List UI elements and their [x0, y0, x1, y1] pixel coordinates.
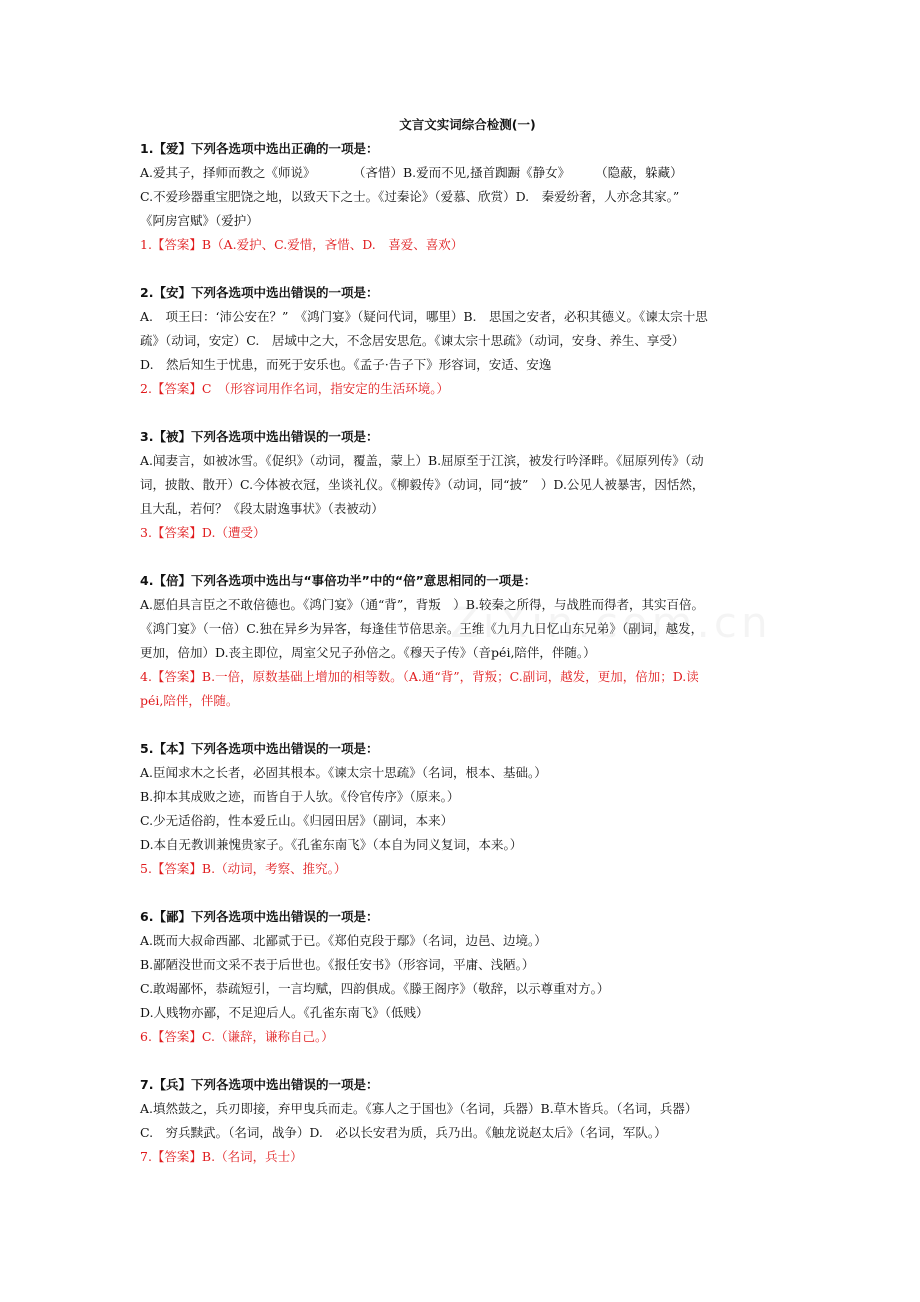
- option-line: C.少无适俗韵，性本爱丘山。《归园田居》（副词，本来）: [140, 813, 454, 828]
- question-heading: 2.【安】下列各选项中选出错误的一项是：: [140, 285, 379, 300]
- answer-line: 2.【答案】C （形容词用作名词，指安定的生活环境。）: [140, 381, 449, 396]
- question-1: [140, 137, 785, 257]
- option-line: A.闻妻言，如被冰雪。《促织》（动词，覆盖，蒙上）B.屈原至于江滨，被发行吟泽畔。《屈原列传》（动: [140, 453, 704, 468]
- option-line: B.鄙陋没世而文采不表于后世也。《报任安书》（形容词，平庸、浅陋。）: [140, 957, 535, 972]
- option-line: B.抑本其成败之迹，而皆自于人欤。《伶官传序》（原来。）: [140, 789, 460, 804]
- document-page: [140, 113, 785, 1193]
- option-line: A.臣闻求木之长者，必固其根本。《谏太宗十思疏》（名词，根本、基础。）: [140, 765, 547, 780]
- option-line: A.填然鼓之，兵刃即接，弃甲曳兵而走。《寡人之于国也》（名词，兵器）B.草木皆兵。（名词，兵器）: [140, 1101, 698, 1116]
- question-5: [140, 737, 785, 881]
- question-heading: 5.【本】下列各选项中选出错误的一项是：: [140, 741, 379, 756]
- option-line: 疏》（动词，安定）C. 居域中之大，不念居安思危。《谏太宗十思疏》（动词，安身、养生、享受）: [140, 333, 685, 348]
- option-line: 词，披散、散开）C.今体被衣冠，坐谈礼仪。《柳毅传》（动词，同“披” ）D.公见人被暴害，因恬然，: [140, 477, 705, 492]
- question-heading: 3.【被】下列各选项中选出错误的一项是：: [140, 429, 379, 444]
- answer-line: 4.【答案】B.一倍，原数基础上增加的相等数。（A.通“背”，背叛；C.副词，越发，更加，倍加；D.读: [140, 669, 699, 684]
- option-line: 《鸿门宴》（一倍）C.独在异乡为异客，每逢佳节倍思亲。王维《九月九日忆山东兄弟》（副词，越发，: [140, 621, 704, 636]
- answer-line: 7.【答案】B.（名词，兵士）: [140, 1149, 303, 1164]
- answer-line: 6.【答案】C.（谦辞，谦称自己。）: [140, 1029, 334, 1044]
- question-2: [140, 281, 785, 401]
- answer-line: 5.【答案】B.（动词，考察、推究。）: [140, 861, 347, 876]
- question-6: [140, 905, 785, 1049]
- option-line: 更加，倍加）D.丧主即位，周室父兄子孙倍之。《穆天子传》（音péi,陪伴，伴随。）: [140, 645, 596, 660]
- option-line: D.本自无教训兼愧贵家子。《孔雀东南飞》（本自为同义复词，本来。）: [140, 837, 523, 852]
- option-line: C.敢竭鄙怀，恭疏短引，一言均赋，四韵俱成。《滕王阁序》（敬辞，以示尊重对方。）: [140, 981, 610, 996]
- question-heading: 7.【兵】下列各选项中选出错误的一项是：: [140, 1077, 379, 1092]
- document-title: 文言文实词综合检测(一): [399, 117, 536, 132]
- question-heading: 1.【爱】下列各选项中选出正确的一项是：: [140, 141, 379, 156]
- question-7: [140, 1073, 785, 1169]
- option-line: A.爱其子，择师而教之《师说》 （吝惜）B.爱而不见,搔首踟蹰《静女》 （隐蔽，躲藏）: [140, 165, 683, 180]
- option-line: D.人贱物亦鄙，不足迎后人。《孔雀东南飞》（低贱）: [140, 1005, 429, 1020]
- answer-line-continued: péi,陪伴，伴随。: [140, 693, 239, 708]
- option-line: A.既而大叔命西鄙、北鄙贰于已。《郑伯克段于鄢》（名词，边邑、边境。）: [140, 933, 547, 948]
- answer-line: 1.【答案】B（A.爱护、C.爱惜，吝惜、D. 喜爱、喜欢）: [140, 237, 464, 252]
- option-line: D. 然后知生于忧患，而死于安乐也。《孟子·告子下》形容词，安适、安逸: [140, 357, 552, 372]
- question-heading: 6.【鄙】下列各选项中选出错误的一项是：: [140, 909, 379, 924]
- option-line: A.愿伯具言臣之不敢倍德也。《鸿门宴》（通“背”，背叛 ）B.较秦之所得，与战胜而得者，其实百倍。: [140, 597, 704, 612]
- question-4: [140, 569, 785, 713]
- option-line: C. 穷兵黩武。（名词，战争）D. 必以长安君为质，兵乃出。《触龙说赵太后》（名词，军队。）: [140, 1125, 667, 1140]
- option-line: 《阿房宫赋》（爱护）: [140, 213, 259, 228]
- option-line: C.不爱珍器重宝肥饶之地，以致天下之士。《过秦论》（爱慕、欣赏）D. 秦爱纷奢，人亦念其家。”: [140, 189, 680, 204]
- option-line: 且大乱，若何？《段太尉逸事状》（表被动）: [140, 501, 384, 516]
- answer-line: 3.【答案】D.（遭受）: [140, 525, 266, 540]
- question-heading: 4.【倍】下列各选项中选出与“事倍功半”中的“倍”意思相同的一项是：: [140, 573, 537, 588]
- question-3: [140, 425, 785, 545]
- option-line: A. 项王曰：‘沛公安在？” 《鸿门宴》（疑问代词，哪里）B. 思国之安者，必积其德义。《谏太宗十思: [140, 309, 708, 324]
